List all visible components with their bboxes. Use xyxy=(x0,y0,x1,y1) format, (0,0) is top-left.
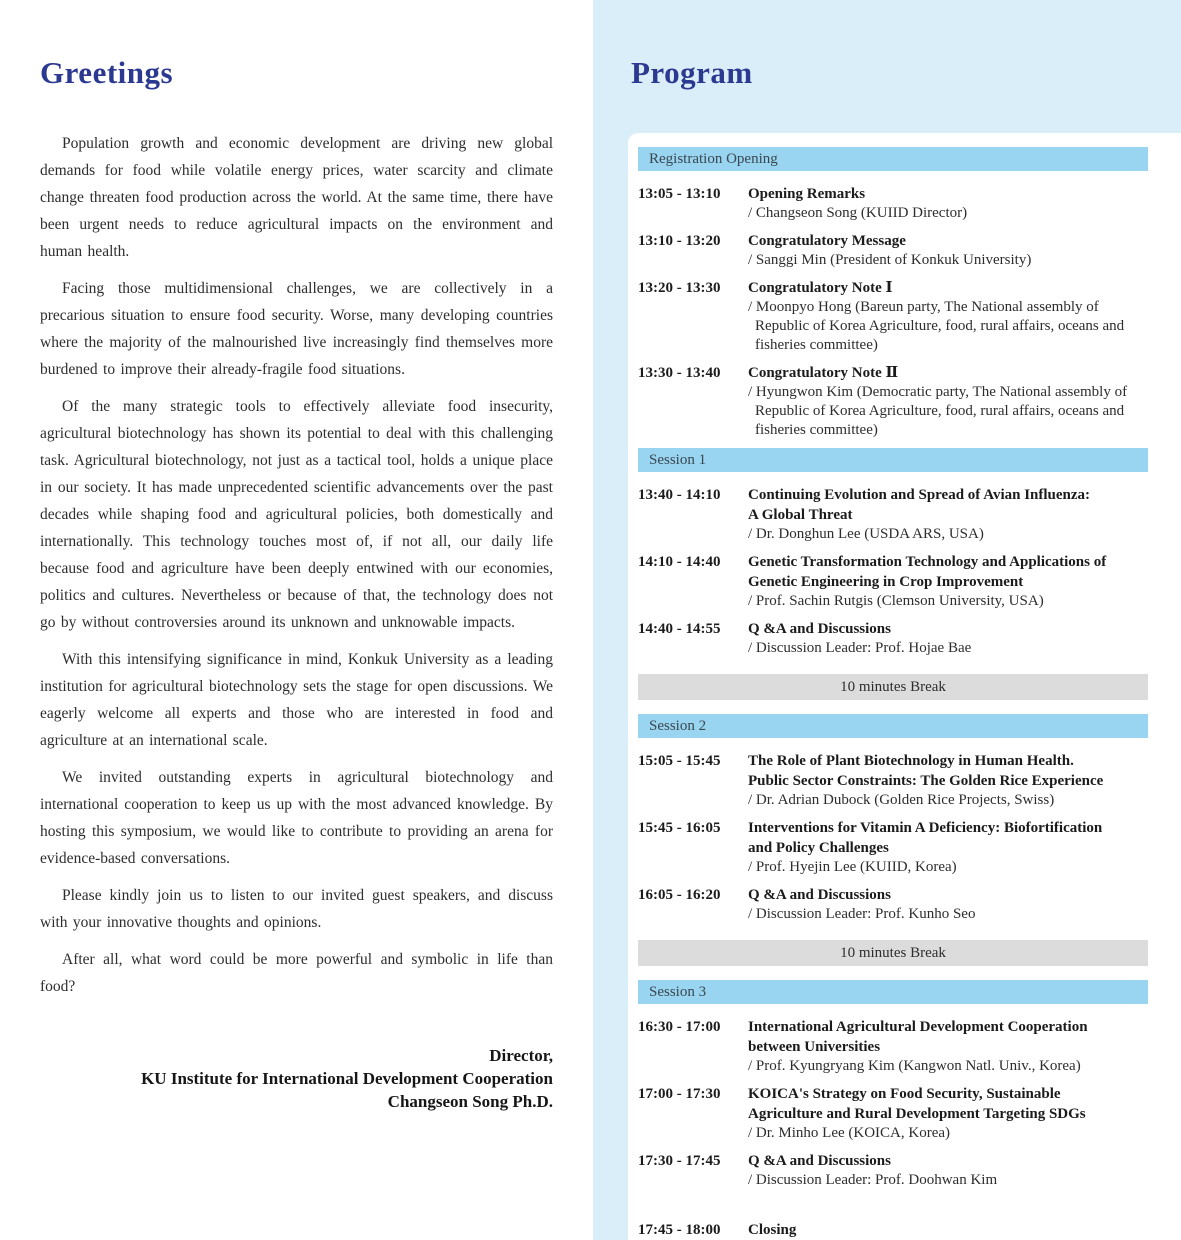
program-item-title: Q &A and Discussions xyxy=(748,887,891,903)
program-item xyxy=(638,751,1148,810)
program-item xyxy=(638,485,1148,544)
greetings-paragraph: We invited outstanding experts in agricultural biotechnology and international cooperation to keep us up with the most advanced knowledge. By hosting this symposium, we would like to contribute to providing an arena for evidence-based conversations. xyxy=(40,769,553,867)
program-item-title: The Role of Plant Biotechnology in Human Health. Public Sector Constraints: The Golden Rice Experience xyxy=(748,753,1104,789)
program-item-title: Genetic Transformation Technology and Applications of Genetic Engineering in Crop Improvement xyxy=(748,554,1107,590)
break-bar: 10 minutes Break xyxy=(638,674,1148,700)
program-item xyxy=(638,885,1148,924)
break-bar: 10 minutes Break xyxy=(638,940,1148,966)
greetings-paragraph: Facing those multidimensional challenges, we are collectively in a precarious situation to ensure food security. Worse, many developing countries where the majority of the malnourished live increasingly find themselves more burdened to improve their already-fragile food situations. xyxy=(40,280,553,378)
greetings-paragraph: After all, what word could be more powerful and symbolic in life than food? xyxy=(40,951,553,995)
program-item-body xyxy=(748,1151,1148,1190)
program-item-body xyxy=(748,485,1148,544)
program-item-speaker: / Moonpyo Hong (Bareun party, The National assembly of Republic of Korea Agriculture, food, rural affairs, oceans and fisheries committee) xyxy=(748,299,1125,353)
program-item-time: 14:10 - 14:40 xyxy=(638,554,721,570)
program-item-speaker: / Dr. Minho Lee (KOICA, Korea) xyxy=(748,1125,951,1141)
program-item xyxy=(638,1151,1148,1190)
program-item-body xyxy=(748,619,1148,658)
program-item-title: Q &A and Discussions xyxy=(748,621,891,637)
program-item xyxy=(638,184,1148,223)
program-item-body xyxy=(748,278,1148,355)
program-item xyxy=(638,363,1148,440)
signature-block xyxy=(40,1044,553,1113)
program-item xyxy=(638,1084,1148,1143)
program-item xyxy=(638,278,1148,355)
program-item-speaker: / Changseon Song (KUIID Director) xyxy=(748,205,968,221)
signature-line: Director, xyxy=(489,1046,553,1065)
program-item-speaker: / Sanggi Min (President of Konkuk University) xyxy=(748,252,1032,268)
program-item-title: Closing xyxy=(748,1222,797,1238)
program-column xyxy=(593,0,1181,1240)
section-header-bar: Registration Opening xyxy=(638,147,1148,171)
program-item-body xyxy=(748,552,1148,611)
signature-line: KU Institute for International Development Cooperation xyxy=(141,1069,553,1088)
program-item-time: 15:45 - 16:05 xyxy=(638,820,721,836)
program-item-title: Congratulatory Message xyxy=(748,233,906,249)
program-item-body xyxy=(748,818,1148,877)
program-item-time: 16:30 - 17:00 xyxy=(638,1019,721,1035)
program-item-title: Congratulatory Note Ⅱ xyxy=(748,365,899,381)
greetings-title: Greetings xyxy=(40,55,174,90)
greetings-paragraph: With this intensifying significance in mind, Konkuk University as a leading institution for agricultural biotechnology sets the stage for open discussions. We eagerly welcome all experts and those who are interested in food and agriculture at an international scale. xyxy=(40,651,553,749)
program-item-speaker: / Dr. Adrian Dubock (Golden Rice Projects, Swiss) xyxy=(748,792,1055,808)
program-title: Program xyxy=(631,55,753,90)
program-item-speaker: / Prof. Kyungryang Kim (Kangwon Natl. Univ., Korea) xyxy=(748,1058,1081,1074)
greetings-paragraph: Of the many strategic tools to effectively alleviate food insecurity, agricultural biotechnology has shown its potential to deal with this challenging task. Agricultural biotechnology, not just as a tactical tool, holds a unique place in our society. It has made unprecedented scientific advancements over the past decades while shaping food and agricultural policies, both domestically and internationally. This technology touches most of, if not all, our daily life because food and agriculture have been deeply entwined with our economies, politics and cultures. Nevertheless or because of that, the technology does not go by without controversies around its unknown and unknowable impacts. xyxy=(40,398,553,631)
program-item-time: 16:05 - 16:20 xyxy=(638,887,721,903)
program-item-time: 13:10 - 13:20 xyxy=(638,233,721,249)
program-item-speaker: / Prof. Sachin Rutgis (Clemson University, USA) xyxy=(748,593,1044,609)
section-header-bar: Session 3 xyxy=(638,980,1148,1004)
program-item-time: 13:20 - 13:30 xyxy=(638,280,721,296)
program-item-time: 13:30 - 13:40 xyxy=(638,365,721,381)
program-sections xyxy=(638,147,1148,1240)
program-item-time: 13:40 - 14:10 xyxy=(638,487,721,503)
program-item-title: International Agricultural Development Cooperation between Universities xyxy=(748,1019,1088,1055)
program-item-speaker: / Discussion Leader: Prof. Kunho Seo xyxy=(748,906,976,922)
greetings-column xyxy=(40,0,553,1113)
greetings-paragraph: Please kindly join us to listen to our invited guest speakers, and discuss with your innovative thoughts and opinions. xyxy=(40,887,553,931)
signature-line: Changseon Song Ph.D. xyxy=(387,1092,553,1111)
program-item-body xyxy=(748,885,1148,924)
program-item-speaker: / Dr. Donghun Lee (USDA ARS, USA) xyxy=(748,526,984,542)
program-item-time: 17:30 - 17:45 xyxy=(638,1153,721,1169)
program-item xyxy=(638,619,1148,658)
program-item-title: Opening Remarks xyxy=(748,186,866,202)
program-item-speaker: / Hyungwon Kim (Democratic party, The National assembly of Republic of Korea Agriculture, food, rural affairs, oceans and fisheries committee) xyxy=(748,384,1128,438)
program-item-title: Continuing Evolution and Spread of Avian Influenza: A Global Threat xyxy=(748,487,1091,523)
program-item-title: KOICA's Strategy on Food Security, Sustainable Agriculture and Rural Development Targeting SDGs xyxy=(748,1086,1086,1122)
program-item xyxy=(638,1017,1148,1076)
program-item-time: 13:05 - 13:10 xyxy=(638,186,721,202)
program-item-time: 14:40 - 14:55 xyxy=(638,621,721,637)
program-item-body xyxy=(748,184,1148,223)
greetings-paragraph: Population growth and economic development are driving new global demands for food while volatile energy prices, water scarcity and climate change threaten food production across the world. At the same time, there have been urgent needs to reduce agricultural impacts on the environment and human health. xyxy=(40,135,553,260)
program-item-speaker: / Discussion Leader: Prof. Doohwan Kim xyxy=(748,1172,998,1188)
program-panel xyxy=(628,133,1181,1240)
program-item-time: 17:45 - 18:00 xyxy=(638,1222,721,1238)
program-item-title: Q &A and Discussions xyxy=(748,1153,891,1169)
program-item xyxy=(638,818,1148,877)
greetings-body xyxy=(40,130,553,1000)
program-item-speaker: / Prof. Hyejin Lee (KUIID, Korea) xyxy=(748,859,957,875)
program-item-body xyxy=(748,751,1148,810)
program-item-speaker: / Discussion Leader: Prof. Hojae Bae xyxy=(748,640,972,656)
program-item-body xyxy=(748,1017,1148,1076)
program-item-title: Interventions for Vitamin A Deficiency: Biofortification and Policy Challenges xyxy=(748,820,1103,856)
program-item-time: 15:05 - 15:45 xyxy=(638,753,721,769)
program-item-body xyxy=(748,363,1148,440)
program-item-body xyxy=(748,231,1148,270)
section-header-bar: Session 2 xyxy=(638,714,1148,738)
program-item xyxy=(638,231,1148,270)
program-item xyxy=(638,1220,1148,1240)
program-item-title: Congratulatory Note Ⅰ xyxy=(748,280,893,296)
program-item-body xyxy=(748,1084,1148,1143)
section-header-bar: Session 1 xyxy=(638,448,1148,472)
program-item-time: 17:00 - 17:30 xyxy=(638,1086,721,1102)
program-item xyxy=(638,552,1148,611)
program-item-body xyxy=(748,1220,1148,1240)
